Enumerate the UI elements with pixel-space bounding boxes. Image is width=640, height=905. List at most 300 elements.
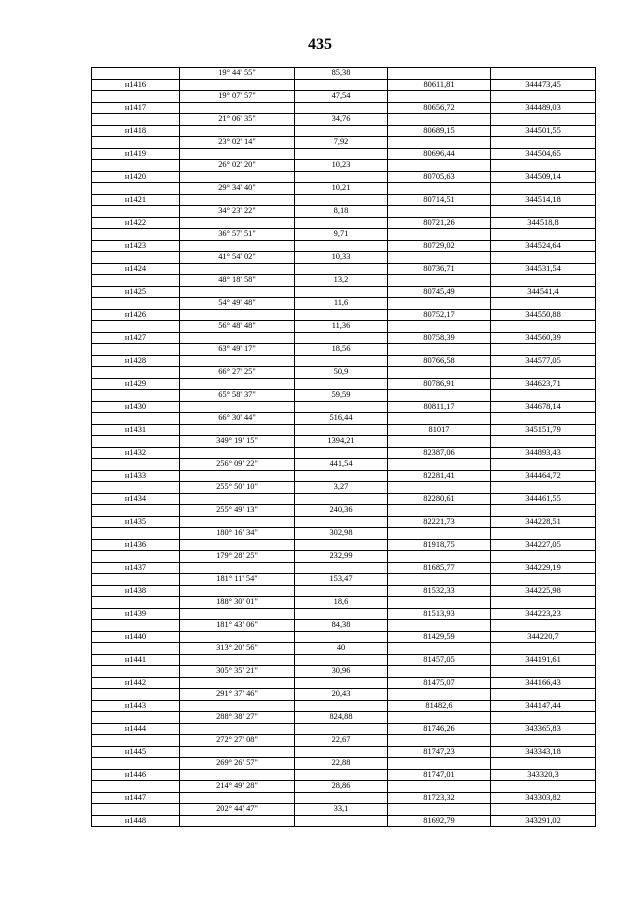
point-name-cell: [92, 413, 180, 425]
distance-cell: [295, 148, 388, 160]
y-coordinate-cell: [491, 505, 596, 517]
distance-cell: [295, 286, 388, 298]
point-name-cell: [92, 551, 180, 563]
point-name-cell: н1441: [92, 654, 180, 666]
y-coordinate-cell: [491, 528, 596, 540]
segment-row: [92, 620, 596, 632]
distance-cell: 34,76: [295, 114, 388, 126]
x-coordinate-cell: [388, 505, 491, 517]
segment-row: [92, 643, 596, 655]
y-coordinate-cell: 344541,4: [491, 286, 596, 298]
direction-angle-cell: 29° 34' 40": [180, 183, 295, 195]
direction-angle-cell: 305° 35' 21": [180, 666, 295, 678]
direction-angle-cell: 272° 27' 08": [180, 735, 295, 747]
y-coordinate-cell: [491, 689, 596, 701]
point-name-cell: н1416: [92, 79, 180, 91]
point-row: [92, 516, 596, 528]
point-name-cell: н1433: [92, 470, 180, 482]
direction-angle-cell: 48° 18' 58": [180, 275, 295, 287]
distance-cell: 3,27: [295, 482, 388, 494]
direction-angle-cell: [180, 792, 295, 804]
segment-row: [92, 413, 596, 425]
distance-cell: [295, 378, 388, 390]
direction-angle-cell: [180, 516, 295, 528]
distance-cell: [295, 263, 388, 275]
point-name-cell: н1428: [92, 355, 180, 367]
point-name-cell: н1447: [92, 792, 180, 804]
point-row: [92, 769, 596, 781]
distance-cell: [295, 355, 388, 367]
direction-angle-cell: 214° 49' 28": [180, 781, 295, 793]
direction-angle-cell: 19° 07' 57": [180, 91, 295, 103]
x-coordinate-cell: [388, 574, 491, 586]
x-coordinate-cell: [388, 689, 491, 701]
direction-angle-cell: 179° 28' 25": [180, 551, 295, 563]
direction-angle-cell: 21° 06' 35": [180, 114, 295, 126]
point-name-cell: н1426: [92, 309, 180, 321]
y-coordinate-cell: [491, 712, 596, 724]
y-coordinate-cell: 344501,55: [491, 125, 596, 137]
direction-angle-cell: 19° 44' 55": [180, 68, 295, 80]
distance-cell: [295, 815, 388, 827]
x-coordinate-cell: 80766,58: [388, 355, 491, 367]
y-coordinate-cell: 344489,03: [491, 102, 596, 114]
point-row: [92, 539, 596, 551]
distance-cell: [295, 493, 388, 505]
distance-cell: 40: [295, 643, 388, 655]
point-name-cell: н1424: [92, 263, 180, 275]
y-coordinate-cell: [491, 114, 596, 126]
segment-row: [92, 275, 596, 287]
point-name-cell: [92, 781, 180, 793]
point-name-cell: [92, 91, 180, 103]
segment-row: [92, 574, 596, 586]
direction-angle-cell: [180, 263, 295, 275]
y-coordinate-cell: [491, 735, 596, 747]
distance-cell: [295, 332, 388, 344]
segment-row: [92, 597, 596, 609]
y-coordinate-cell: [491, 321, 596, 333]
segment-row: [92, 367, 596, 379]
y-coordinate-cell: [491, 666, 596, 678]
y-coordinate-cell: 343303,82: [491, 792, 596, 804]
point-name-cell: [92, 482, 180, 494]
distance-cell: [295, 677, 388, 689]
y-coordinate-cell: [491, 643, 596, 655]
direction-angle-cell: [180, 677, 295, 689]
distance-cell: 13,2: [295, 275, 388, 287]
distance-cell: 153,47: [295, 574, 388, 586]
point-name-cell: н1421: [92, 194, 180, 206]
direction-angle-cell: [180, 171, 295, 183]
distance-cell: 22,88: [295, 758, 388, 770]
point-name-cell: н1427: [92, 332, 180, 344]
x-coordinate-cell: [388, 804, 491, 816]
x-coordinate-cell: [388, 781, 491, 793]
x-coordinate-cell: [388, 229, 491, 241]
y-coordinate-cell: 344228,51: [491, 516, 596, 528]
y-coordinate-cell: 344191,61: [491, 654, 596, 666]
x-coordinate-cell: 80721,26: [388, 217, 491, 229]
distance-cell: [295, 539, 388, 551]
x-coordinate-cell: 81429,59: [388, 631, 491, 643]
direction-angle-cell: [180, 148, 295, 160]
x-coordinate-cell: [388, 114, 491, 126]
direction-angle-cell: [180, 769, 295, 781]
distance-cell: 9,71: [295, 229, 388, 241]
direction-angle-cell: 56° 48' 48": [180, 321, 295, 333]
point-name-cell: н1430: [92, 401, 180, 413]
x-coordinate-cell: [388, 712, 491, 724]
x-coordinate-cell: 80811,17: [388, 401, 491, 413]
y-coordinate-cell: [491, 482, 596, 494]
distance-cell: [295, 723, 388, 735]
distance-cell: [295, 654, 388, 666]
y-coordinate-cell: [491, 344, 596, 356]
distance-cell: 824,88: [295, 712, 388, 724]
x-coordinate-cell: 81532,33: [388, 585, 491, 597]
point-row: [92, 286, 596, 298]
point-name-cell: [92, 712, 180, 724]
segment-row: [92, 528, 596, 540]
point-name-cell: н1438: [92, 585, 180, 597]
direction-angle-cell: [180, 654, 295, 666]
x-coordinate-cell: 80689,15: [388, 125, 491, 137]
distance-cell: [295, 79, 388, 91]
direction-angle-cell: 202° 44' 47": [180, 804, 295, 816]
direction-angle-cell: [180, 125, 295, 137]
distance-cell: 50,9: [295, 367, 388, 379]
distance-cell: 516,44: [295, 413, 388, 425]
direction-angle-cell: 36° 57' 51": [180, 229, 295, 241]
direction-angle-cell: [180, 815, 295, 827]
point-row: [92, 746, 596, 758]
y-coordinate-cell: 344893,43: [491, 447, 596, 459]
direction-angle-cell: 291° 37' 46": [180, 689, 295, 701]
point-name-cell: [92, 321, 180, 333]
y-coordinate-cell: [491, 137, 596, 149]
point-row: [92, 355, 596, 367]
x-coordinate-cell: 80786,91: [388, 378, 491, 390]
y-coordinate-cell: 344147,44: [491, 700, 596, 712]
segment-row: [92, 91, 596, 103]
direction-angle-cell: 255° 50' 10": [180, 482, 295, 494]
point-name-cell: [92, 574, 180, 586]
point-row: [92, 677, 596, 689]
x-coordinate-cell: 81482,6: [388, 700, 491, 712]
point-row: [92, 424, 596, 436]
point-row: [92, 447, 596, 459]
segment-row: [92, 804, 596, 816]
direction-angle-cell: 66° 30' 44": [180, 413, 295, 425]
y-coordinate-cell: 344464,72: [491, 470, 596, 482]
y-coordinate-cell: 344227,05: [491, 539, 596, 551]
direction-angle-cell: 256° 09' 22": [180, 459, 295, 471]
point-row: [92, 631, 596, 643]
distance-cell: 28,86: [295, 781, 388, 793]
y-coordinate-cell: [491, 206, 596, 218]
x-coordinate-cell: 81747,01: [388, 769, 491, 781]
y-coordinate-cell: 344514,18: [491, 194, 596, 206]
distance-cell: 18,56: [295, 344, 388, 356]
point-name-cell: н1432: [92, 447, 180, 459]
direction-angle-cell: [180, 700, 295, 712]
point-name-cell: н1443: [92, 700, 180, 712]
point-row: [92, 79, 596, 91]
y-coordinate-cell: 344225,98: [491, 585, 596, 597]
segment-row: [92, 781, 596, 793]
distance-cell: 302,98: [295, 528, 388, 540]
y-coordinate-cell: 344504,65: [491, 148, 596, 160]
point-row: [92, 240, 596, 252]
direction-angle-cell: [180, 194, 295, 206]
point-name-cell: [92, 804, 180, 816]
distance-cell: [295, 217, 388, 229]
direction-angle-cell: [180, 286, 295, 298]
direction-angle-cell: [180, 631, 295, 643]
y-coordinate-cell: [491, 367, 596, 379]
x-coordinate-cell: [388, 735, 491, 747]
distance-cell: 441,54: [295, 459, 388, 471]
x-coordinate-cell: 80736,71: [388, 263, 491, 275]
point-name-cell: [92, 643, 180, 655]
y-coordinate-cell: 344577,05: [491, 355, 596, 367]
segment-row: [92, 252, 596, 264]
distance-cell: [295, 746, 388, 758]
direction-angle-cell: [180, 539, 295, 551]
point-row: [92, 723, 596, 735]
x-coordinate-cell: [388, 436, 491, 448]
x-coordinate-cell: [388, 275, 491, 287]
point-row: [92, 217, 596, 229]
segment-row: [92, 137, 596, 149]
point-row: [92, 309, 596, 321]
point-name-cell: н1419: [92, 148, 180, 160]
y-coordinate-cell: 344509,14: [491, 171, 596, 183]
x-coordinate-cell: 82281,41: [388, 470, 491, 482]
distance-cell: [295, 309, 388, 321]
y-coordinate-cell: [491, 459, 596, 471]
segment-row: [92, 68, 596, 80]
direction-angle-cell: [180, 355, 295, 367]
point-name-cell: [92, 160, 180, 172]
distance-cell: 10,33: [295, 252, 388, 264]
y-coordinate-cell: [491, 91, 596, 103]
distance-cell: [295, 401, 388, 413]
y-coordinate-cell: 344461,55: [491, 493, 596, 505]
point-row: [92, 792, 596, 804]
point-name-cell: н1446: [92, 769, 180, 781]
y-coordinate-cell: 344531,54: [491, 263, 596, 275]
distance-cell: 47,54: [295, 91, 388, 103]
y-coordinate-cell: 345151,79: [491, 424, 596, 436]
y-coordinate-cell: [491, 781, 596, 793]
x-coordinate-cell: [388, 666, 491, 678]
direction-angle-cell: 181° 43' 06": [180, 620, 295, 632]
y-coordinate-cell: [491, 620, 596, 632]
segment-row: [92, 114, 596, 126]
direction-angle-cell: 188° 30' 01": [180, 597, 295, 609]
distance-cell: [295, 240, 388, 252]
x-coordinate-cell: 81723,32: [388, 792, 491, 804]
x-coordinate-cell: [388, 758, 491, 770]
x-coordinate-cell: [388, 643, 491, 655]
point-row: [92, 562, 596, 574]
page-number: 435: [308, 36, 332, 53]
point-name-cell: н1434: [92, 493, 180, 505]
y-coordinate-cell: [491, 574, 596, 586]
distance-cell: [295, 562, 388, 574]
x-coordinate-cell: [388, 482, 491, 494]
distance-cell: 33,1: [295, 804, 388, 816]
point-name-cell: [92, 114, 180, 126]
point-name-cell: [92, 298, 180, 310]
direction-angle-cell: 288° 38' 27": [180, 712, 295, 724]
point-name-cell: [92, 344, 180, 356]
direction-angle-cell: 66° 27' 25": [180, 367, 295, 379]
direction-angle-cell: 255° 49' 13": [180, 505, 295, 517]
point-row: [92, 102, 596, 114]
y-coordinate-cell: 343343,18: [491, 746, 596, 758]
x-coordinate-cell: [388, 160, 491, 172]
x-coordinate-cell: [388, 620, 491, 632]
point-row: [92, 378, 596, 390]
point-name-cell: н1429: [92, 378, 180, 390]
y-coordinate-cell: 344223,23: [491, 608, 596, 620]
direction-angle-cell: 180° 16' 34": [180, 528, 295, 540]
x-coordinate-cell: 81685,77: [388, 562, 491, 574]
segment-row: [92, 551, 596, 563]
y-coordinate-cell: [491, 436, 596, 448]
distance-cell: 20,43: [295, 689, 388, 701]
x-coordinate-cell: 81017: [388, 424, 491, 436]
point-row: [92, 654, 596, 666]
segment-row: [92, 344, 596, 356]
distance-cell: 11,36: [295, 321, 388, 333]
x-coordinate-cell: [388, 551, 491, 563]
direction-angle-cell: [180, 585, 295, 597]
segment-row: [92, 436, 596, 448]
point-row: [92, 470, 596, 482]
point-name-cell: [92, 597, 180, 609]
direction-angle-cell: 41° 54' 02": [180, 252, 295, 264]
x-coordinate-cell: 81513,93: [388, 608, 491, 620]
point-name-cell: н1425: [92, 286, 180, 298]
coordinates-table: [91, 67, 596, 827]
point-name-cell: н1435: [92, 516, 180, 528]
point-row: [92, 171, 596, 183]
x-coordinate-cell: 81747,23: [388, 746, 491, 758]
distance-cell: 85,38: [295, 68, 388, 80]
point-name-cell: н1444: [92, 723, 180, 735]
x-coordinate-cell: 80729,02: [388, 240, 491, 252]
x-coordinate-cell: [388, 528, 491, 540]
direction-angle-cell: 313° 20' 56": [180, 643, 295, 655]
distance-cell: [295, 769, 388, 781]
y-coordinate-cell: 344220,7: [491, 631, 596, 643]
distance-cell: 7,92: [295, 137, 388, 149]
x-coordinate-cell: 81692,79: [388, 815, 491, 827]
direction-angle-cell: [180, 424, 295, 436]
distance-cell: [295, 631, 388, 643]
y-coordinate-cell: [491, 183, 596, 195]
point-row: [92, 194, 596, 206]
point-name-cell: [92, 275, 180, 287]
point-name-cell: н1422: [92, 217, 180, 229]
distance-cell: [295, 424, 388, 436]
y-coordinate-cell: [491, 275, 596, 287]
point-name-cell: [92, 68, 180, 80]
y-coordinate-cell: [491, 160, 596, 172]
x-coordinate-cell: [388, 298, 491, 310]
distance-cell: [295, 470, 388, 482]
point-name-cell: [92, 689, 180, 701]
y-coordinate-cell: 344229,19: [491, 562, 596, 574]
point-name-cell: [92, 528, 180, 540]
y-coordinate-cell: 344473,45: [491, 79, 596, 91]
x-coordinate-cell: 82221,73: [388, 516, 491, 528]
point-name-cell: н1440: [92, 631, 180, 643]
direction-angle-cell: [180, 240, 295, 252]
y-coordinate-cell: [491, 390, 596, 402]
x-coordinate-cell: 80758,39: [388, 332, 491, 344]
distance-cell: [295, 171, 388, 183]
point-row: [92, 125, 596, 137]
y-coordinate-cell: 343291,02: [491, 815, 596, 827]
distance-cell: 10,21: [295, 183, 388, 195]
segment-row: [92, 505, 596, 517]
direction-angle-cell: 349° 19' 15": [180, 436, 295, 448]
distance-cell: [295, 194, 388, 206]
point-name-cell: [92, 758, 180, 770]
point-name-cell: [92, 390, 180, 402]
point-row: [92, 148, 596, 160]
x-coordinate-cell: 80714,51: [388, 194, 491, 206]
segment-row: [92, 229, 596, 241]
x-coordinate-cell: 80611,81: [388, 79, 491, 91]
distance-cell: 84,38: [295, 620, 388, 632]
point-row: [92, 263, 596, 275]
point-row: [92, 608, 596, 620]
y-coordinate-cell: [491, 298, 596, 310]
distance-cell: [295, 102, 388, 114]
segment-row: [92, 160, 596, 172]
distance-cell: 8,18: [295, 206, 388, 218]
distance-cell: [295, 585, 388, 597]
segment-row: [92, 459, 596, 471]
direction-angle-cell: 63° 49' 17": [180, 344, 295, 356]
x-coordinate-cell: [388, 413, 491, 425]
distance-cell: 22,67: [295, 735, 388, 747]
y-coordinate-cell: [491, 229, 596, 241]
y-coordinate-cell: 344518,8: [491, 217, 596, 229]
point-row: [92, 585, 596, 597]
y-coordinate-cell: 344166,43: [491, 677, 596, 689]
point-name-cell: н1417: [92, 102, 180, 114]
point-name-cell: н1423: [92, 240, 180, 252]
point-name-cell: [92, 229, 180, 241]
x-coordinate-cell: [388, 252, 491, 264]
point-name-cell: н1418: [92, 125, 180, 137]
distance-cell: 1394,21: [295, 436, 388, 448]
distance-cell: 18,6: [295, 597, 388, 609]
point-name-cell: [92, 459, 180, 471]
x-coordinate-cell: 82280,61: [388, 493, 491, 505]
point-name-cell: [92, 666, 180, 678]
y-coordinate-cell: [491, 252, 596, 264]
x-coordinate-cell: [388, 68, 491, 80]
distance-cell: 59,59: [295, 390, 388, 402]
